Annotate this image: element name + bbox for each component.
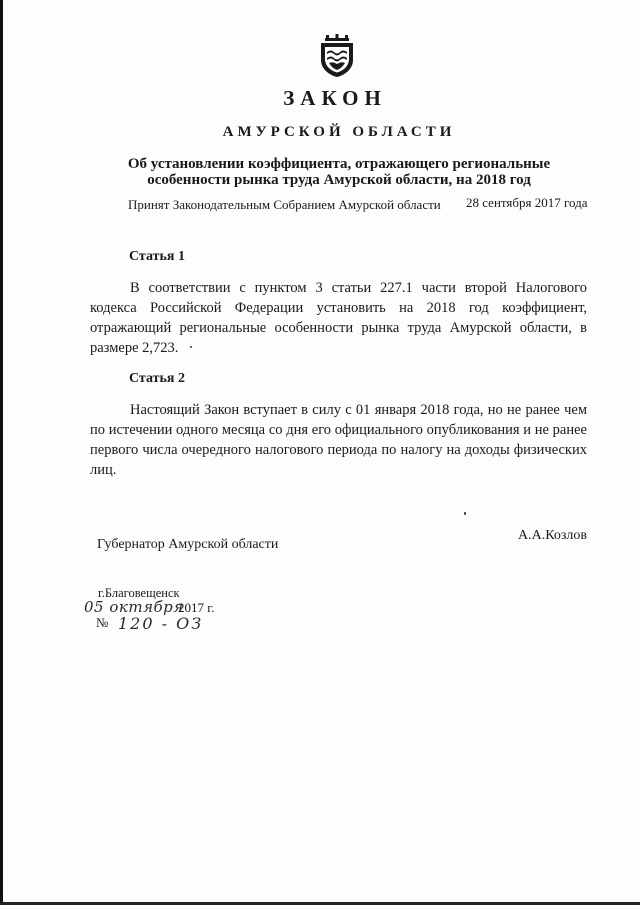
signatory-name: А.А.Козлов [518, 528, 587, 543]
law-subject [0, 156, 640, 188]
scan-speck [464, 512, 466, 515]
place-of-signing: г.Благовещенск [98, 586, 180, 600]
law-title: ЗАКОН [283, 86, 387, 110]
law-subject-line-2: особенности рынка труда Амурской области, на 2018 год [147, 172, 531, 188]
article-2-text: Настоящий Закон вступает в силу с 01 января 2018 года, но не ранее чем по истечении одного месяца со дня его официального опубликования и не ранее первого числа очередного налогового периода по налогу на доходы физических лиц. [90, 402, 587, 478]
signing-year: 2017 г. [178, 600, 215, 615]
article-2-heading: Статья 2 [129, 371, 185, 386]
law-number-handwritten: 120 - ОЗ [118, 614, 204, 633]
law-number-label: № [96, 615, 109, 630]
signatory-position: Губернатор Амурской области [97, 537, 279, 552]
adopted-by: Принят Законодательным Собранием Амурской области [128, 197, 441, 212]
law-subject-line-1: Об установлении коэффициента, отражающего региональные [127, 156, 551, 172]
scan-speck [190, 346, 192, 348]
article-1-text: В соответствии с пунктом 3 статьи 227.1 части второй Налогового кодекса Российской Федерации установить на 2018 год коэффициент, отражающий региональные особенности рынка труда Амурской области, в размере 2,723. [90, 280, 587, 356]
signing-date-handwritten: 05 октября [84, 598, 184, 616]
region-title: АМУРСКОЙ ОБЛАСТИ [222, 124, 456, 140]
adopted-date: 28 сентября 2017 года [466, 195, 588, 210]
article-1-heading: Статья 1 [129, 249, 185, 264]
coat-of-arms-icon [317, 34, 357, 78]
